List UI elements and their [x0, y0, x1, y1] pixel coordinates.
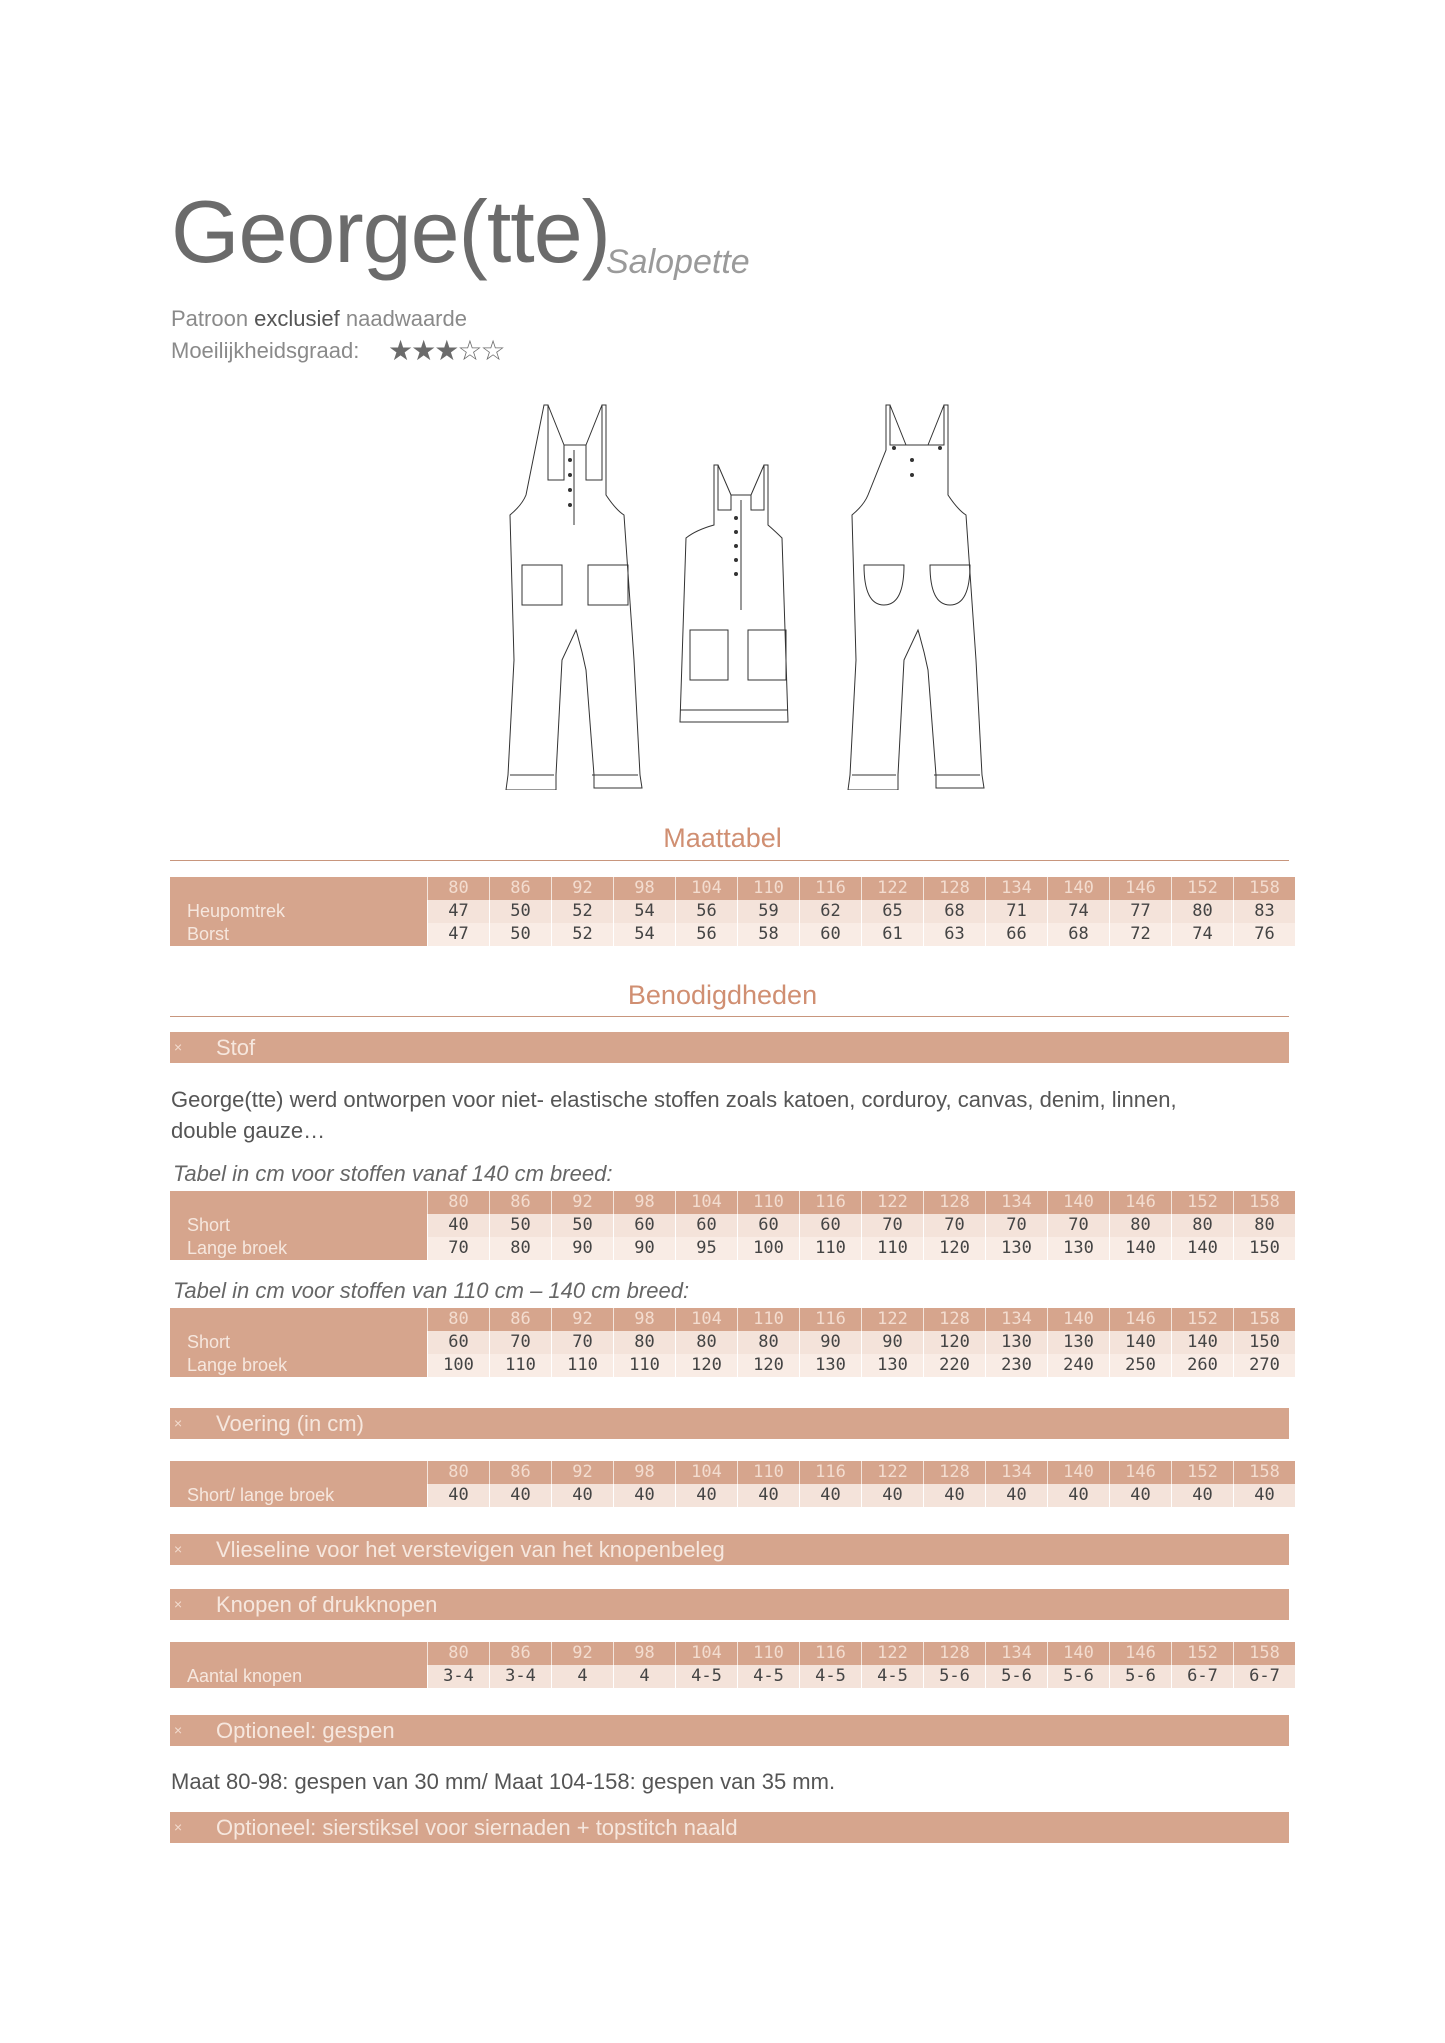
star-filled-icon: ★ — [388, 334, 412, 367]
size-header-cell: 110 — [738, 1642, 800, 1665]
size-header-cell: 152 — [1172, 877, 1234, 900]
value-cell: 120 — [676, 1354, 738, 1377]
fabric-narrow-table — [170, 1308, 1295, 1377]
value-cell: 71 — [986, 900, 1048, 923]
value-cell: 4-5 — [862, 1665, 924, 1688]
size-header-cell: 104 — [676, 1642, 738, 1665]
value-cell: 70 — [490, 1331, 552, 1354]
size-header-cell: 86 — [490, 1642, 552, 1665]
table-header-label-cell — [170, 1642, 428, 1665]
value-cell: 40 — [428, 1214, 490, 1237]
value-cell: 40 — [738, 1484, 800, 1507]
size-header-cell: 98 — [614, 1308, 676, 1331]
size-header-cell: 122 — [862, 877, 924, 900]
value-cell: 50 — [552, 1214, 614, 1237]
table-row — [170, 1665, 1295, 1688]
value-cell: 5-6 — [1110, 1665, 1172, 1688]
value-cell: 40 — [1172, 1484, 1234, 1507]
supplies-rule — [170, 1016, 1289, 1017]
size-header-cell: 146 — [1110, 877, 1172, 900]
size-header-cell: 140 — [1048, 1191, 1110, 1214]
value-cell: 74 — [1172, 923, 1234, 946]
size-header-cell: 80 — [428, 1642, 490, 1665]
star-filled-icon: ★ — [434, 334, 458, 367]
value-cell: 40 — [552, 1484, 614, 1507]
size-header-cell: 152 — [1172, 1191, 1234, 1214]
size-header-cell: 140 — [1048, 1461, 1110, 1484]
size-header-cell: 86 — [490, 877, 552, 900]
bullet-x-icon: × — [174, 1722, 183, 1738]
size-header-cell: 158 — [1234, 1191, 1296, 1214]
value-cell: 40 — [800, 1484, 862, 1507]
value-cell: 80 — [614, 1331, 676, 1354]
value-cell: 59 — [738, 900, 800, 923]
value-cell: 110 — [552, 1354, 614, 1377]
size-header-cell: 80 — [428, 1461, 490, 1484]
value-cell: 220 — [924, 1354, 986, 1377]
value-cell: 60 — [676, 1214, 738, 1237]
seam-allowance-suffix: naadwaarde — [339, 306, 467, 331]
value-cell: 40 — [924, 1484, 986, 1507]
value-cell: 40 — [428, 1484, 490, 1507]
table-row — [170, 1484, 1295, 1507]
size-header-cell: 146 — [1110, 1461, 1172, 1484]
value-cell: 100 — [738, 1237, 800, 1260]
seam-allowance-prefix: Patroon — [171, 306, 255, 331]
value-cell: 110 — [862, 1237, 924, 1260]
value-cell: 90 — [800, 1331, 862, 1354]
value-cell: 47 — [428, 900, 490, 923]
size-header-cell: 116 — [800, 1308, 862, 1331]
value-cell: 140 — [1172, 1331, 1234, 1354]
size-header-cell: 152 — [1172, 1642, 1234, 1665]
value-cell: 40 — [1234, 1484, 1296, 1507]
value-cell: 52 — [552, 923, 614, 946]
value-cell: 54 — [614, 923, 676, 946]
garment-short-illustration — [676, 460, 806, 730]
value-cell: 130 — [986, 1331, 1048, 1354]
value-cell: 4 — [614, 1665, 676, 1688]
size-header-cell: 116 — [800, 1461, 862, 1484]
star-outline-icon: ☆ — [480, 334, 504, 367]
fabric-narrow-caption: Tabel in cm voor stoffen van 110 cm – 140 cm breed: — [173, 1278, 690, 1303]
size-header-cell: 92 — [552, 877, 614, 900]
value-cell: 140 — [1172, 1237, 1234, 1260]
value-cell: 47 — [428, 923, 490, 946]
table-row — [170, 900, 1295, 923]
value-cell: 76 — [1234, 923, 1296, 946]
buttons-section-bar — [170, 1589, 1289, 1620]
size-header-cell: 86 — [490, 1191, 552, 1214]
row-label-cell: Heupomtrek — [170, 900, 428, 923]
value-cell: 63 — [924, 923, 986, 946]
value-cell: 65 — [862, 900, 924, 923]
value-cell: 62 — [800, 900, 862, 923]
bullet-x-icon: × — [174, 1819, 183, 1835]
size-header-cell: 98 — [614, 1191, 676, 1214]
value-cell: 5-6 — [986, 1665, 1048, 1688]
value-cell: 130 — [1048, 1237, 1110, 1260]
size-header-cell: 140 — [1048, 1642, 1110, 1665]
row-label-cell: Borst — [170, 923, 428, 946]
fabric-wide-caption: Tabel in cm voor stoffen vanaf 140 cm breed: — [173, 1161, 613, 1186]
row-label-cell: Short — [170, 1214, 428, 1237]
buttons-section-label: Knopen of drukknopen — [216, 1592, 438, 1617]
value-cell: 40 — [1110, 1484, 1172, 1507]
value-cell: 70 — [552, 1331, 614, 1354]
row-label-cell: Lange broek — [170, 1237, 428, 1260]
size-header-cell: 140 — [1048, 877, 1110, 900]
value-cell: 68 — [924, 900, 986, 923]
table-header-label-cell — [170, 1191, 428, 1214]
size-header-cell: 122 — [862, 1642, 924, 1665]
size-header-cell: 134 — [986, 1191, 1048, 1214]
value-cell: 70 — [428, 1237, 490, 1260]
value-cell: 80 — [1110, 1214, 1172, 1237]
value-cell: 60 — [614, 1214, 676, 1237]
size-header-cell: 146 — [1110, 1308, 1172, 1331]
value-cell: 110 — [490, 1354, 552, 1377]
value-cell: 130 — [862, 1354, 924, 1377]
bullet-x-icon: × — [174, 1596, 183, 1612]
row-label-cell: Short — [170, 1331, 428, 1354]
value-cell: 80 — [676, 1331, 738, 1354]
garment-front-illustration — [504, 400, 654, 790]
lining-section-bar — [170, 1408, 1289, 1439]
star-outline-icon: ☆ — [457, 334, 481, 367]
seam-allowance-emphasis: exclusief — [254, 306, 340, 331]
size-header-cell: 158 — [1234, 1461, 1296, 1484]
value-cell: 70 — [924, 1214, 986, 1237]
table-header-label-cell — [170, 1308, 428, 1331]
table-row — [170, 923, 1295, 946]
size-header-cell: 92 — [552, 1461, 614, 1484]
size-header-cell: 116 — [800, 1642, 862, 1665]
seam-allowance-note — [171, 306, 467, 332]
value-cell: 50 — [490, 900, 552, 923]
table-row — [170, 1354, 1295, 1377]
table-row — [170, 1331, 1295, 1354]
size-header-cell: 86 — [490, 1461, 552, 1484]
value-cell: 95 — [676, 1237, 738, 1260]
value-cell: 80 — [738, 1331, 800, 1354]
value-cell: 140 — [1110, 1331, 1172, 1354]
fabric-wide-table — [170, 1191, 1295, 1260]
value-cell: 90 — [552, 1237, 614, 1260]
size-header-cell: 86 — [490, 1308, 552, 1331]
table-header-row — [170, 1308, 1295, 1331]
value-cell: 70 — [862, 1214, 924, 1237]
size-header-cell: 122 — [862, 1461, 924, 1484]
value-cell: 110 — [800, 1237, 862, 1260]
value-cell: 5-6 — [924, 1665, 986, 1688]
table-header-label-cell — [170, 877, 428, 900]
value-cell: 240 — [1048, 1354, 1110, 1377]
size-header-cell: 80 — [428, 1191, 490, 1214]
size-header-cell: 152 — [1172, 1461, 1234, 1484]
table-header-row — [170, 877, 1295, 900]
value-cell: 72 — [1110, 923, 1172, 946]
size-header-cell: 158 — [1234, 1642, 1296, 1665]
size-header-cell: 104 — [676, 1191, 738, 1214]
interfacing-section-bar — [170, 1534, 1289, 1565]
value-cell: 74 — [1048, 900, 1110, 923]
size-header-cell: 128 — [924, 1308, 986, 1331]
value-cell: 130 — [1048, 1331, 1110, 1354]
value-cell: 90 — [862, 1331, 924, 1354]
size-header-cell: 98 — [614, 1461, 676, 1484]
table-header-label-cell — [170, 1461, 428, 1484]
topstitch-section-bar — [170, 1812, 1289, 1843]
size-header-cell: 158 — [1234, 1308, 1296, 1331]
value-cell: 120 — [924, 1237, 986, 1260]
value-cell: 6-7 — [1234, 1665, 1296, 1688]
size-header-cell: 80 — [428, 877, 490, 900]
buckles-section-bar — [170, 1715, 1289, 1746]
supplies-title: Benodigdheden — [627, 980, 818, 1010]
value-cell: 52 — [552, 900, 614, 923]
size-header-cell: 134 — [986, 1642, 1048, 1665]
value-cell: 130 — [800, 1354, 862, 1377]
value-cell: 60 — [738, 1214, 800, 1237]
value-cell: 270 — [1234, 1354, 1296, 1377]
value-cell: 80 — [1234, 1214, 1296, 1237]
value-cell: 60 — [800, 1214, 862, 1237]
size-header-cell: 128 — [924, 1191, 986, 1214]
difficulty-label: Moeilijkheidsgraad: — [171, 338, 360, 363]
value-cell: 50 — [490, 1214, 552, 1237]
fabric-section-label: Stof — [216, 1035, 256, 1060]
size-header-cell: 116 — [800, 1191, 862, 1214]
size-chart-table — [170, 877, 1295, 946]
size-header-cell: 116 — [800, 877, 862, 900]
buttons-table — [170, 1642, 1295, 1688]
value-cell: 54 — [614, 900, 676, 923]
value-cell: 60 — [428, 1331, 490, 1354]
value-cell: 4-5 — [738, 1665, 800, 1688]
bullet-x-icon: × — [174, 1415, 183, 1431]
size-header-cell: 140 — [1048, 1308, 1110, 1331]
garment-back-illustration — [846, 400, 996, 790]
table-row — [170, 1237, 1295, 1260]
value-cell: 40 — [862, 1484, 924, 1507]
size-header-cell: 104 — [676, 1461, 738, 1484]
size-header-cell: 110 — [738, 1191, 800, 1214]
table-row — [170, 1214, 1295, 1237]
size-header-cell: 104 — [676, 877, 738, 900]
value-cell: 4-5 — [800, 1665, 862, 1688]
value-cell: 70 — [986, 1214, 1048, 1237]
value-cell: 77 — [1110, 900, 1172, 923]
size-header-cell: 122 — [862, 1191, 924, 1214]
value-cell: 80 — [1172, 900, 1234, 923]
pattern-subtitle: Salopette — [606, 243, 750, 281]
value-cell: 230 — [986, 1354, 1048, 1377]
table-header-row — [170, 1642, 1295, 1665]
size-header-cell: 128 — [924, 1642, 986, 1665]
fabric-description-line1: George(tte) werd ontworpen voor niet- elastische stoffen zoals katoen, corduroy, canvas, denim, linnen, — [171, 1087, 1177, 1112]
value-cell: 80 — [1172, 1214, 1234, 1237]
value-cell: 5-6 — [1048, 1665, 1110, 1688]
size-header-cell: 158 — [1234, 877, 1296, 900]
value-cell: 110 — [614, 1354, 676, 1377]
value-cell: 4-5 — [676, 1665, 738, 1688]
row-label-cell: Aantal knopen — [170, 1665, 428, 1688]
value-cell: 120 — [738, 1354, 800, 1377]
value-cell: 56 — [676, 923, 738, 946]
bullet-x-icon: × — [174, 1039, 183, 1055]
value-cell: 80 — [490, 1237, 552, 1260]
value-cell: 56 — [676, 900, 738, 923]
star-filled-icon: ★ — [411, 334, 435, 367]
value-cell: 68 — [1048, 923, 1110, 946]
value-cell: 3-4 — [428, 1665, 490, 1688]
size-header-cell: 110 — [738, 1461, 800, 1484]
value-cell: 40 — [986, 1484, 1048, 1507]
value-cell: 150 — [1234, 1237, 1296, 1260]
fabric-description-line2: double gauze… — [171, 1118, 326, 1143]
difficulty-rating — [388, 334, 504, 367]
row-label-cell: Lange broek — [170, 1354, 428, 1377]
buckles-section-label: Optioneel: gespen — [216, 1718, 395, 1743]
value-cell: 40 — [490, 1484, 552, 1507]
size-header-cell: 128 — [924, 877, 986, 900]
value-cell: 66 — [986, 923, 1048, 946]
size-header-cell: 146 — [1110, 1191, 1172, 1214]
value-cell: 90 — [614, 1237, 676, 1260]
size-header-cell: 104 — [676, 1308, 738, 1331]
size-header-cell: 134 — [986, 877, 1048, 900]
value-cell: 250 — [1110, 1354, 1172, 1377]
buckles-description: Maat 80-98: gespen van 30 mm/ Maat 104-158: gespen van 35 mm. — [171, 1769, 836, 1794]
size-header-cell: 146 — [1110, 1642, 1172, 1665]
lining-table — [170, 1461, 1295, 1507]
size-header-cell: 152 — [1172, 1308, 1234, 1331]
value-cell: 50 — [490, 923, 552, 946]
fabric-section-bar — [170, 1032, 1289, 1063]
pattern-title: George(tte) — [171, 182, 610, 281]
size-chart-title: Maattabel — [663, 823, 782, 853]
size-header-cell: 80 — [428, 1308, 490, 1331]
value-cell: 100 — [428, 1354, 490, 1377]
value-cell: 70 — [1048, 1214, 1110, 1237]
value-cell: 60 — [800, 923, 862, 946]
value-cell: 83 — [1234, 900, 1296, 923]
value-cell: 58 — [738, 923, 800, 946]
size-chart-rule — [170, 860, 1289, 861]
topstitch-section-label: Optioneel: sierstiksel voor siernaden + topstitch naald — [216, 1815, 738, 1840]
value-cell: 40 — [614, 1484, 676, 1507]
size-header-cell: 98 — [614, 1642, 676, 1665]
value-cell: 140 — [1110, 1237, 1172, 1260]
value-cell: 260 — [1172, 1354, 1234, 1377]
table-header-row — [170, 1461, 1295, 1484]
value-cell: 61 — [862, 923, 924, 946]
size-header-cell: 134 — [986, 1308, 1048, 1331]
value-cell: 4 — [552, 1665, 614, 1688]
value-cell: 6-7 — [1172, 1665, 1234, 1688]
size-header-cell: 110 — [738, 1308, 800, 1331]
size-header-cell: 134 — [986, 1461, 1048, 1484]
bullet-x-icon: × — [174, 1541, 183, 1557]
size-header-cell: 98 — [614, 877, 676, 900]
value-cell: 120 — [924, 1331, 986, 1354]
lining-section-label: Voering (in cm) — [216, 1411, 364, 1436]
value-cell: 150 — [1234, 1331, 1296, 1354]
value-cell: 40 — [1048, 1484, 1110, 1507]
value-cell: 130 — [986, 1237, 1048, 1260]
table-header-row — [170, 1191, 1295, 1214]
size-header-cell: 122 — [862, 1308, 924, 1331]
value-cell: 3-4 — [490, 1665, 552, 1688]
interfacing-section-label: Vlieseline voor het verstevigen van het knopenbeleg — [216, 1537, 725, 1562]
size-header-cell: 92 — [552, 1308, 614, 1331]
size-header-cell: 128 — [924, 1461, 986, 1484]
size-header-cell: 92 — [552, 1642, 614, 1665]
value-cell: 40 — [676, 1484, 738, 1507]
size-header-cell: 92 — [552, 1191, 614, 1214]
size-header-cell: 110 — [738, 877, 800, 900]
row-label-cell: Short/ lange broek — [170, 1484, 428, 1507]
